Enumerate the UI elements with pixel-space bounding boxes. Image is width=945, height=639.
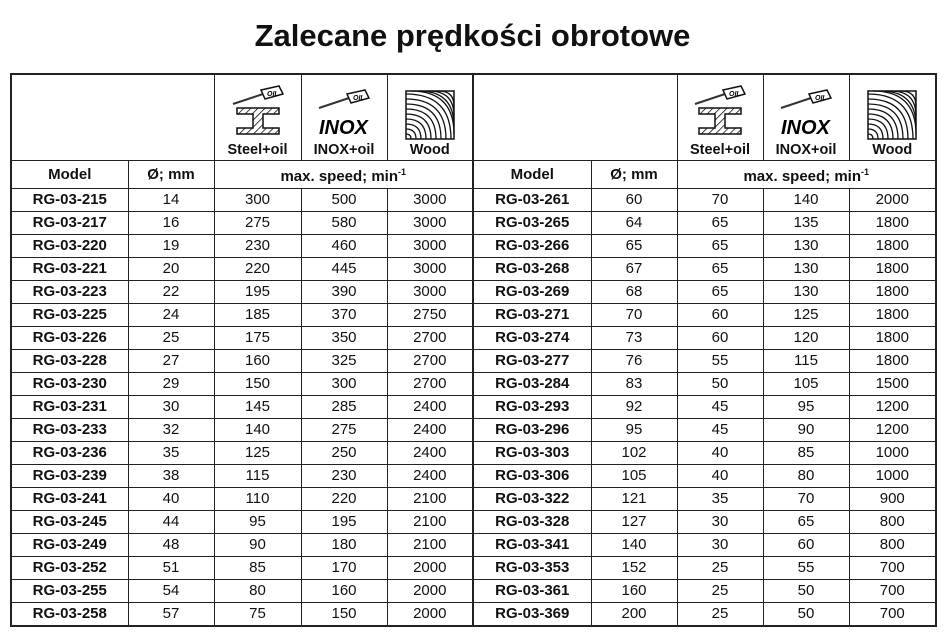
diameter-header: Ø; mm	[591, 161, 677, 189]
wood-speed-cell: 800	[849, 511, 936, 534]
steel-speed-cell: 40	[677, 465, 763, 488]
model-cell: RG-03-249	[11, 534, 128, 557]
steel-speed-cell: 55	[677, 350, 763, 373]
diameter-cell: 73	[591, 327, 677, 350]
material-label: Steel+oil	[689, 142, 751, 158]
inox-speed-cell: 350	[301, 327, 387, 350]
model-cell: RG-03-341	[473, 534, 591, 557]
diameter-cell: 29	[128, 373, 214, 396]
steel-speed-cell: 80	[214, 580, 301, 603]
steel-speed-cell: 60	[677, 327, 763, 350]
material-header-wood	[387, 74, 473, 161]
steel-speed-cell: 35	[677, 488, 763, 511]
material-header-steel-oil	[677, 74, 763, 161]
inox-speed-cell: 60	[763, 534, 849, 557]
inox-oil-icon	[313, 82, 375, 140]
diameter-cell: 83	[591, 373, 677, 396]
model-cell: RG-03-239	[11, 465, 128, 488]
steel-speed-cell: 65	[677, 281, 763, 304]
diameter-header: Ø; mm	[128, 161, 214, 189]
table-row	[11, 189, 936, 212]
inox-speed-cell: 70	[763, 488, 849, 511]
inox-text: INOX	[319, 117, 368, 139]
diameter-cell: 95	[591, 419, 677, 442]
model-header: Model	[11, 161, 128, 189]
svg-text:OIL: OIL	[353, 95, 365, 102]
model-header: Model	[473, 161, 591, 189]
diameter-cell: 70	[591, 304, 677, 327]
material-label: INOX+oil	[775, 142, 837, 158]
inox-speed-cell: 105	[763, 373, 849, 396]
model-cell: RG-03-322	[473, 488, 591, 511]
wood-speed-cell: 2400	[387, 396, 473, 419]
wood-speed-cell: 900	[849, 488, 936, 511]
diameter-cell: 16	[128, 212, 214, 235]
material-label: INOX+oil	[313, 142, 375, 158]
diameter-cell: 20	[128, 258, 214, 281]
steel-speed-cell: 275	[214, 212, 301, 235]
diameter-cell: 121	[591, 488, 677, 511]
speed-header	[214, 161, 473, 189]
wood-speed-cell: 2400	[387, 442, 473, 465]
inox-speed-cell: 580	[301, 212, 387, 235]
steel-speed-cell: 60	[677, 304, 763, 327]
model-cell: RG-03-223	[11, 281, 128, 304]
table-row	[11, 580, 936, 603]
diameter-cell: 54	[128, 580, 214, 603]
wood-speed-cell: 2700	[387, 373, 473, 396]
model-cell: RG-03-228	[11, 350, 128, 373]
inox-speed-cell: 150	[301, 603, 387, 627]
model-cell: RG-03-296	[473, 419, 591, 442]
table-row	[11, 465, 936, 488]
diameter-cell: 105	[591, 465, 677, 488]
diameter-cell: 160	[591, 580, 677, 603]
table-row	[11, 281, 936, 304]
model-cell: RG-03-255	[11, 580, 128, 603]
table-row	[11, 350, 936, 373]
inox-speed-cell: 65	[763, 511, 849, 534]
table-row	[11, 534, 936, 557]
inox-speed-cell: 135	[763, 212, 849, 235]
steel-speed-cell: 160	[214, 350, 301, 373]
inox-speed-cell: 50	[763, 580, 849, 603]
speed-header-exponent: -1	[398, 167, 407, 177]
diameter-cell: 152	[591, 557, 677, 580]
wood-speed-cell: 1800	[849, 212, 936, 235]
wood-speed-cell: 1200	[849, 396, 936, 419]
model-cell: RG-03-245	[11, 511, 128, 534]
wood-speed-cell: 700	[849, 603, 936, 627]
inox-speed-cell: 120	[763, 327, 849, 350]
wood-speed-cell: 2100	[387, 488, 473, 511]
diameter-cell: 22	[128, 281, 214, 304]
diameter-cell: 57	[128, 603, 214, 627]
steel-speed-cell: 40	[677, 442, 763, 465]
inox-speed-cell: 130	[763, 235, 849, 258]
wood-speed-cell: 2100	[387, 534, 473, 557]
table-row	[11, 419, 936, 442]
inox-oil-icon	[775, 82, 837, 140]
speed-header-exponent: -1	[861, 167, 870, 177]
model-cell: RG-03-293	[473, 396, 591, 419]
oil-text: OIL	[729, 91, 741, 98]
inox-speed-cell: 115	[763, 350, 849, 373]
model-cell: RG-03-241	[11, 488, 128, 511]
steel-speed-cell: 75	[214, 603, 301, 627]
wood-speed-cell: 1800	[849, 258, 936, 281]
inox-speed-cell: 285	[301, 396, 387, 419]
model-cell: RG-03-269	[473, 281, 591, 304]
diameter-cell: 27	[128, 350, 214, 373]
wood-speed-cell: 700	[849, 580, 936, 603]
inox-speed-cell: 170	[301, 557, 387, 580]
steel-speed-cell: 65	[677, 235, 763, 258]
steel-speed-cell: 25	[677, 580, 763, 603]
table-row	[11, 235, 936, 258]
table-row	[11, 258, 936, 281]
wood-grain-icon	[867, 90, 917, 140]
diameter-cell: 32	[128, 419, 214, 442]
steel-speed-cell: 45	[677, 396, 763, 419]
steel-speed-cell: 90	[214, 534, 301, 557]
steel-speed-cell: 110	[214, 488, 301, 511]
steel-beam-oil-icon	[689, 82, 751, 140]
diameter-cell: 35	[128, 442, 214, 465]
steel-speed-cell: 30	[677, 534, 763, 557]
model-cell: RG-03-258	[11, 603, 128, 627]
material-header-wood	[849, 74, 936, 161]
model-cell: RG-03-306	[473, 465, 591, 488]
diameter-cell: 24	[128, 304, 214, 327]
wood-speed-cell: 3000	[387, 189, 473, 212]
svg-text:OIL: OIL	[815, 95, 827, 102]
diameter-cell: 140	[591, 534, 677, 557]
wood-speed-cell: 2400	[387, 419, 473, 442]
model-cell: RG-03-361	[473, 580, 591, 603]
inox-speed-cell: 85	[763, 442, 849, 465]
blank-header-cell	[11, 74, 214, 161]
wood-speed-cell: 1800	[849, 235, 936, 258]
diameter-cell: 30	[128, 396, 214, 419]
blank-header-cell	[473, 74, 677, 161]
steel-speed-cell: 85	[214, 557, 301, 580]
material-header-steel-oil	[214, 74, 301, 161]
model-cell: RG-03-215	[11, 189, 128, 212]
inox-text: INOX	[781, 117, 830, 139]
wood-speed-cell: 2700	[387, 327, 473, 350]
model-cell: RG-03-236	[11, 442, 128, 465]
diameter-cell: 65	[591, 235, 677, 258]
speed-header-text: max. speed; min	[280, 168, 399, 185]
model-cell: RG-03-266	[473, 235, 591, 258]
material-label: Wood	[409, 142, 450, 158]
material-header-inox-oil	[301, 74, 387, 161]
table-row	[11, 212, 936, 235]
inox-speed-cell: 275	[301, 419, 387, 442]
diameter-cell: 60	[591, 189, 677, 212]
wood-speed-cell: 2000	[387, 580, 473, 603]
model-cell: RG-03-328	[473, 511, 591, 534]
inox-speed-cell: 130	[763, 258, 849, 281]
inox-speed-cell: 125	[763, 304, 849, 327]
wood-speed-cell: 1200	[849, 419, 936, 442]
model-cell: RG-03-252	[11, 557, 128, 580]
steel-speed-cell: 95	[214, 511, 301, 534]
inox-speed-cell: 80	[763, 465, 849, 488]
steel-speed-cell: 185	[214, 304, 301, 327]
diameter-cell: 92	[591, 396, 677, 419]
inox-speed-cell: 195	[301, 511, 387, 534]
page-title: Zalecane prędkości obrotowe	[254, 18, 691, 53]
steel-speed-cell: 50	[677, 373, 763, 396]
model-cell: RG-03-353	[473, 557, 591, 580]
inox-speed-cell: 445	[301, 258, 387, 281]
inox-speed-cell: 55	[763, 557, 849, 580]
steel-speed-cell: 65	[677, 258, 763, 281]
material-header-inox-oil	[763, 74, 849, 161]
wood-speed-cell: 2000	[849, 189, 936, 212]
wood-speed-cell: 3000	[387, 281, 473, 304]
inox-speed-cell: 370	[301, 304, 387, 327]
steel-speed-cell: 45	[677, 419, 763, 442]
inox-speed-cell: 90	[763, 419, 849, 442]
diameter-cell: 51	[128, 557, 214, 580]
steel-speed-cell: 150	[214, 373, 301, 396]
diameter-cell: 48	[128, 534, 214, 557]
inox-speed-cell: 95	[763, 396, 849, 419]
wood-speed-cell: 2000	[387, 557, 473, 580]
wood-speed-cell: 1500	[849, 373, 936, 396]
icon-header-row	[11, 74, 936, 161]
inox-speed-cell: 500	[301, 189, 387, 212]
steel-speed-cell: 230	[214, 235, 301, 258]
model-cell: RG-03-225	[11, 304, 128, 327]
wood-speed-cell: 3000	[387, 212, 473, 235]
wood-grain-icon	[405, 90, 455, 140]
diameter-cell: 25	[128, 327, 214, 350]
model-cell: RG-03-230	[11, 373, 128, 396]
diameter-cell: 38	[128, 465, 214, 488]
diameter-cell: 40	[128, 488, 214, 511]
wood-speed-cell: 800	[849, 534, 936, 557]
column-header-row	[11, 161, 936, 189]
steel-speed-cell: 30	[677, 511, 763, 534]
diameter-cell: 127	[591, 511, 677, 534]
model-cell: RG-03-217	[11, 212, 128, 235]
inox-speed-cell: 230	[301, 465, 387, 488]
table-row	[11, 396, 936, 419]
inox-speed-cell: 250	[301, 442, 387, 465]
steel-speed-cell: 125	[214, 442, 301, 465]
inox-speed-cell: 50	[763, 603, 849, 627]
model-cell: RG-03-369	[473, 603, 591, 627]
inox-speed-cell: 390	[301, 281, 387, 304]
speed-header-text: max. speed; min	[743, 168, 862, 185]
wood-speed-cell: 2000	[387, 603, 473, 627]
table-row	[11, 488, 936, 511]
steel-speed-cell: 175	[214, 327, 301, 350]
wood-speed-cell: 3000	[387, 258, 473, 281]
model-cell: RG-03-221	[11, 258, 128, 281]
inox-speed-cell: 220	[301, 488, 387, 511]
steel-speed-cell: 25	[677, 557, 763, 580]
wood-speed-cell: 1000	[849, 465, 936, 488]
model-cell: RG-03-303	[473, 442, 591, 465]
diameter-cell: 102	[591, 442, 677, 465]
wood-speed-cell: 1000	[849, 442, 936, 465]
model-cell: RG-03-277	[473, 350, 591, 373]
inox-speed-cell: 460	[301, 235, 387, 258]
steel-speed-cell: 140	[214, 419, 301, 442]
model-cell: RG-03-268	[473, 258, 591, 281]
table-row	[11, 304, 936, 327]
inox-speed-cell: 300	[301, 373, 387, 396]
steel-speed-cell: 25	[677, 603, 763, 627]
wood-speed-cell: 2100	[387, 511, 473, 534]
model-cell: RG-03-284	[473, 373, 591, 396]
wood-speed-cell: 1800	[849, 327, 936, 350]
wood-speed-cell: 2750	[387, 304, 473, 327]
table-row	[11, 373, 936, 396]
steel-beam-oil-icon	[227, 82, 289, 140]
wood-speed-cell: 3000	[387, 235, 473, 258]
diameter-cell: 64	[591, 212, 677, 235]
model-cell: RG-03-261	[473, 189, 591, 212]
steel-speed-cell: 65	[677, 212, 763, 235]
wood-speed-cell: 700	[849, 557, 936, 580]
table-row	[11, 442, 936, 465]
model-cell: RG-03-265	[473, 212, 591, 235]
steel-speed-cell: 145	[214, 396, 301, 419]
diameter-cell: 44	[128, 511, 214, 534]
table-row	[11, 327, 936, 350]
wood-speed-cell: 1800	[849, 281, 936, 304]
model-cell: RG-03-233	[11, 419, 128, 442]
model-cell: RG-03-220	[11, 235, 128, 258]
table-row	[11, 557, 936, 580]
inox-speed-cell: 140	[763, 189, 849, 212]
diameter-cell: 68	[591, 281, 677, 304]
wood-speed-cell: 2400	[387, 465, 473, 488]
table-row	[11, 603, 936, 627]
diameter-cell: 19	[128, 235, 214, 258]
speed-table	[10, 73, 937, 627]
model-cell: RG-03-226	[11, 327, 128, 350]
steel-speed-cell: 220	[214, 258, 301, 281]
steel-speed-cell: 195	[214, 281, 301, 304]
steel-speed-cell: 300	[214, 189, 301, 212]
steel-speed-cell: 70	[677, 189, 763, 212]
wood-speed-cell: 1800	[849, 350, 936, 373]
diameter-cell: 200	[591, 603, 677, 627]
model-cell: RG-03-271	[473, 304, 591, 327]
oil-text: OIL	[266, 91, 279, 98]
steel-speed-cell: 115	[214, 465, 301, 488]
diameter-cell: 14	[128, 189, 214, 212]
model-cell: RG-03-274	[473, 327, 591, 350]
material-label: Steel+oil	[227, 142, 288, 158]
table-row	[11, 511, 936, 534]
material-label: Wood	[872, 142, 913, 158]
wood-speed-cell: 1800	[849, 304, 936, 327]
inox-speed-cell: 325	[301, 350, 387, 373]
diameter-cell: 67	[591, 258, 677, 281]
inox-speed-cell: 180	[301, 534, 387, 557]
speed-header	[677, 161, 936, 189]
inox-speed-cell: 130	[763, 281, 849, 304]
wood-speed-cell: 2700	[387, 350, 473, 373]
inox-speed-cell: 160	[301, 580, 387, 603]
model-cell: RG-03-231	[11, 396, 128, 419]
diameter-cell: 76	[591, 350, 677, 373]
